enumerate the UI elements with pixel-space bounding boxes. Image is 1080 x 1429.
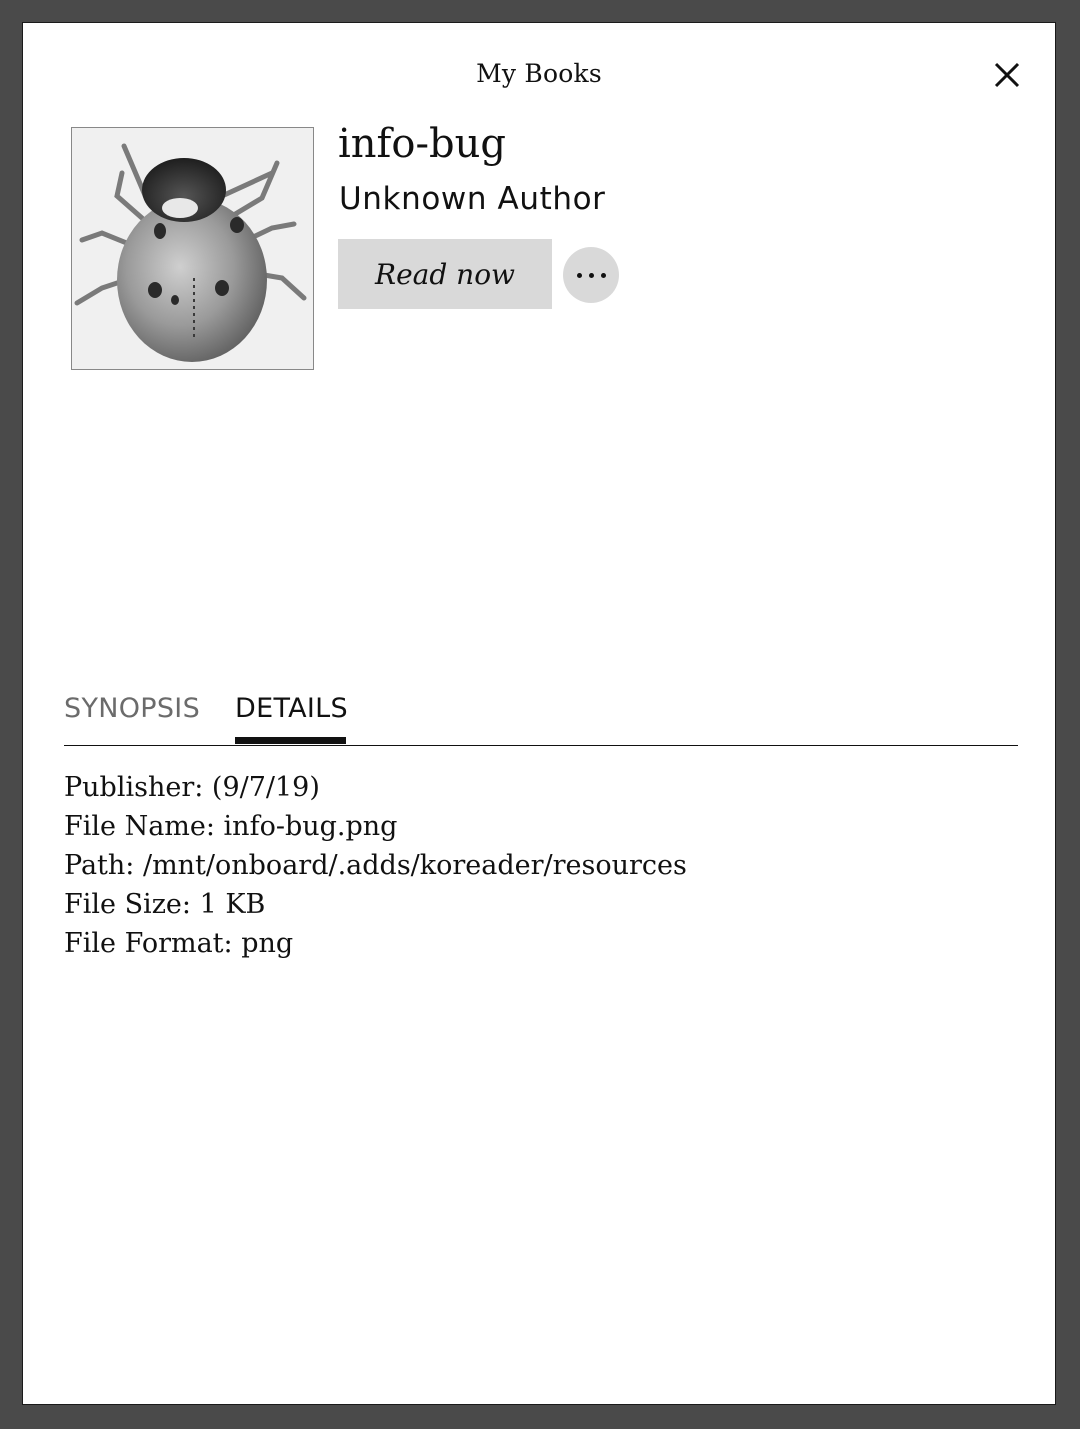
read-now-button[interactable]: Read now <box>338 239 552 309</box>
detail-file-name: File Name: info-bug.png <box>64 811 398 842</box>
tab-synopsis[interactable]: SYNOPSIS <box>64 693 201 724</box>
tab-details[interactable]: DETAILS <box>235 693 348 724</box>
detail-path: Path: /mnt/onboard/.adds/koreader/resources <box>64 850 687 881</box>
detail-file-format: File Format: png <box>64 928 294 959</box>
book-title: info-bug <box>338 121 506 167</box>
active-tab-indicator <box>235 737 346 744</box>
dot <box>589 273 594 278</box>
details-list <box>64 768 687 963</box>
dialog-title: My Books <box>476 59 602 88</box>
close-icon[interactable] <box>987 55 1027 95</box>
detail-publisher: Publisher: (9/7/19) <box>64 772 320 803</box>
book-details-dialog <box>22 22 1056 1405</box>
dot <box>601 273 606 278</box>
more-options-icon[interactable] <box>563 247 619 303</box>
ladybug-icon <box>72 128 313 369</box>
book-cover[interactable] <box>71 127 314 370</box>
dot <box>577 273 582 278</box>
book-author: Unknown Author <box>339 181 606 217</box>
detail-file-size: File Size: 1 KB <box>64 889 266 920</box>
tab-bar <box>64 693 1018 746</box>
